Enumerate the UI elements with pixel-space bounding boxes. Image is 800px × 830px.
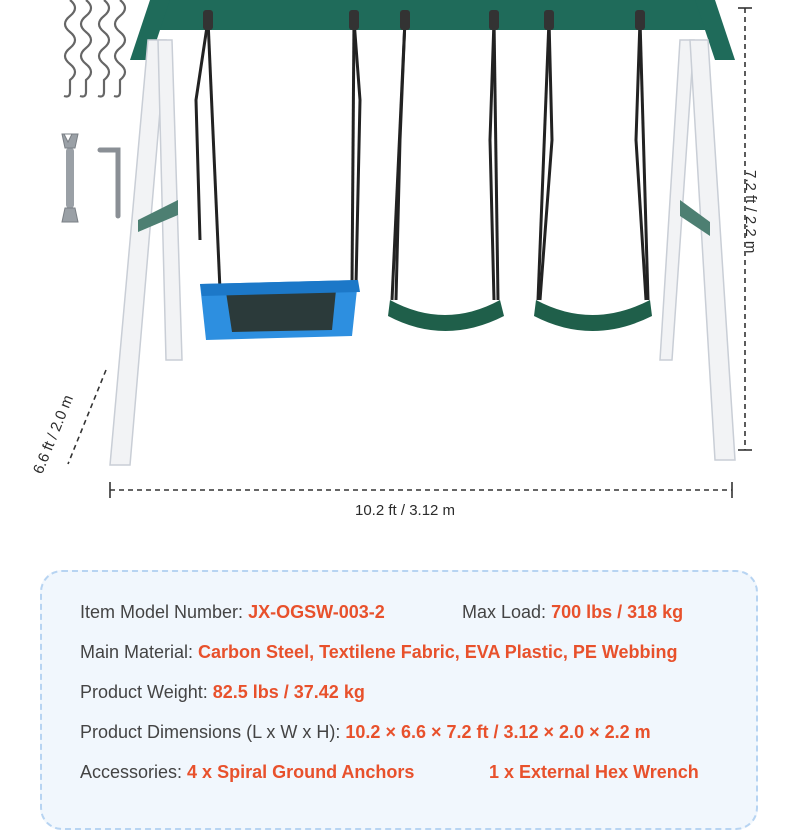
- load-label: Max Load:: [462, 602, 552, 622]
- max-load-row: [462, 602, 683, 623]
- model-number-row: [80, 602, 385, 623]
- material-label: Main Material:: [80, 642, 199, 662]
- leg-braces: [138, 200, 710, 236]
- height-dimension-label: 7.2 ft / 2.2 m: [742, 170, 759, 254]
- material-value: Carbon Steel, Textilene Fabric, EVA Plastic, PE Webbing: [198, 642, 678, 662]
- open-end-wrench-icon: [62, 134, 78, 222]
- dimensions-label: Product Dimensions (L x W x H):: [80, 722, 346, 742]
- weight-row: [80, 682, 365, 703]
- accessories-label: Accessories:: [80, 762, 188, 782]
- accessories-row: [80, 762, 414, 783]
- width-dimension-label: 10.2 ft / 3.12 m: [355, 502, 456, 519]
- material-row: [80, 642, 678, 663]
- depth-dimension-label: 6.6 ft / 2.0 m: [30, 392, 77, 477]
- weight-value: 82.5 lbs / 37.42 kg: [212, 682, 365, 702]
- platform-swing-seat: [200, 280, 360, 340]
- dimension-ticks: [110, 8, 752, 498]
- load-value: 700 lbs / 318 kg: [551, 602, 684, 622]
- model-value: JX-OGSW-003-2: [248, 602, 385, 622]
- swing-top-beam: [130, 0, 735, 60]
- weight-label: Product Weight:: [80, 682, 213, 702]
- hex-wrench-icon: [100, 150, 118, 216]
- accessory-wrench-row: [489, 762, 699, 783]
- model-label: Item Model Number:: [80, 602, 249, 622]
- accessory-wrench: 1 x External Hex Wrench: [489, 762, 699, 782]
- belt-swing-seat-left: [388, 300, 504, 331]
- dimensions-value: 10.2 × 6.6 × 7.2 ft / 3.12 × 2.0 × 2.2 m: [345, 722, 651, 742]
- spec-panel: [40, 570, 758, 830]
- spiral-ground-anchor-icon: [64, 0, 125, 97]
- swing-ropes: [196, 20, 648, 300]
- accessory-anchors: 4 x Spiral Ground Anchors: [187, 762, 415, 782]
- dimensions-row: [80, 722, 651, 743]
- belt-swing-seat-right: [534, 300, 652, 331]
